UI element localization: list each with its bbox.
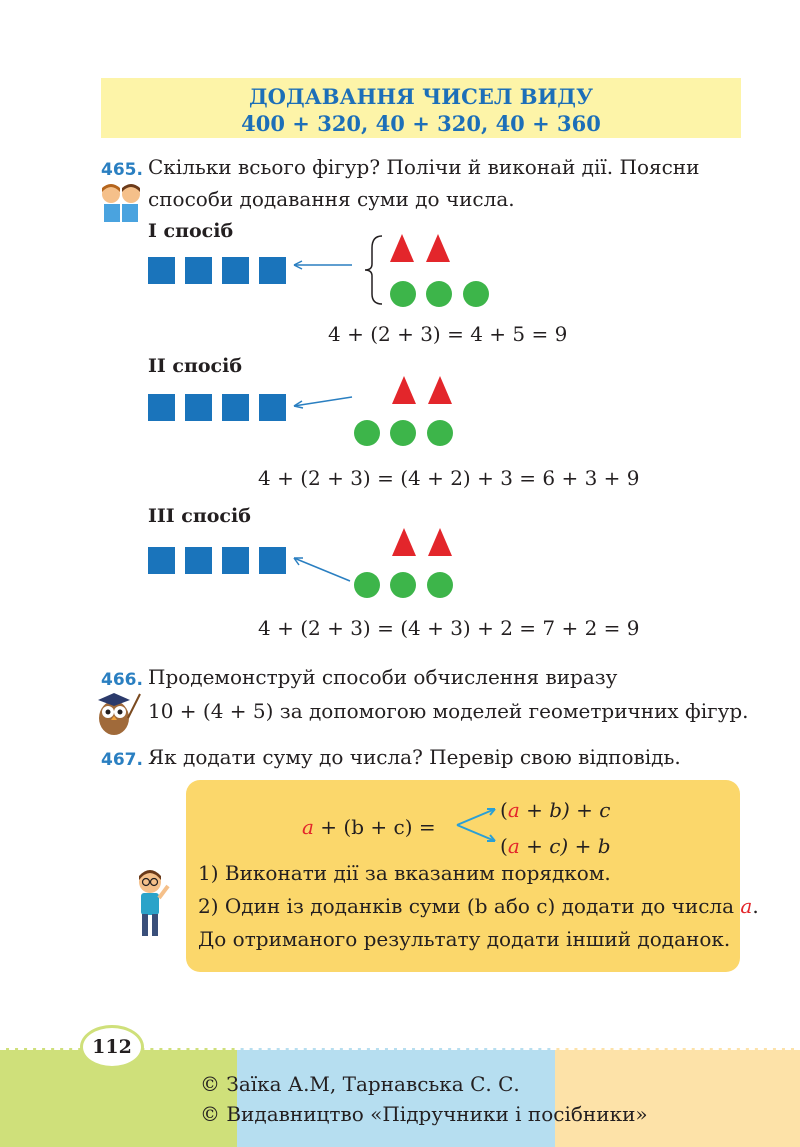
circle <box>354 420 380 446</box>
var-a: a <box>740 894 753 918</box>
circle <box>390 420 416 446</box>
kids-reading-icon <box>98 182 144 224</box>
rule-item-2: 2) Один із доданків суми (b або c) додати до числа a. <box>198 894 759 918</box>
var-a: a <box>507 834 520 858</box>
triangle <box>426 234 450 262</box>
task-466-text-line2: 10 + (4 + 5) за допомогою моделей геометричних фігур. <box>148 699 749 723</box>
circle <box>390 281 416 307</box>
square <box>259 257 286 284</box>
square <box>185 394 212 421</box>
square <box>148 547 175 574</box>
way-3-figure-group <box>350 526 460 600</box>
owl-teacher-icon <box>92 688 142 738</box>
square <box>185 257 212 284</box>
arrow-left-icon <box>290 554 354 584</box>
branch-arrows-icon <box>455 803 499 847</box>
copyright-authors: © Заїка А.М, Тарнавська С. С. <box>200 1072 520 1096</box>
lhs-rest: + (b + c) = <box>313 815 436 839</box>
title-line-1: ДОДАВАННЯ ЧИСЕЛ ВИДУ <box>248 84 594 109</box>
square <box>259 547 286 574</box>
task-465-text-line1: Скільки всього фігур? Полічи й виконай дії. Поясни <box>148 155 700 179</box>
way-2-equation: 4 + (2 + 3) = (4 + 2) + 3 = 6 + 3 + 9 <box>258 466 640 490</box>
circle <box>427 420 453 446</box>
square <box>222 547 249 574</box>
way-2-figure-group <box>350 374 460 448</box>
task-466-number: 466. <box>101 670 143 690</box>
way-1-brace-group <box>362 232 492 308</box>
var-a: a <box>507 798 520 822</box>
way-3-equation: 4 + (2 + 3) = (4 + 3) + 2 = 7 + 2 = 9 <box>258 616 640 640</box>
rule-item-3: До отриманого результату додати інший доданок. <box>198 927 731 951</box>
arrow-left-icon <box>290 393 354 411</box>
triangle <box>392 376 416 404</box>
title-line-2: 400 + 320, 40 + 320, 40 + 360 <box>241 111 601 136</box>
circle <box>463 281 489 307</box>
page-number: 112 <box>80 1025 144 1069</box>
circle <box>390 572 416 598</box>
task-465-text-line2: способи додавання суми до числа. <box>148 187 515 211</box>
lesson-title <box>101 78 741 138</box>
triangle <box>428 376 452 404</box>
rule-lhs <box>302 815 436 839</box>
circle <box>426 281 452 307</box>
task-467-text: Як додати суму до числа? Перевір свою відповідь. <box>148 745 681 769</box>
boy-pointing-icon <box>132 866 172 942</box>
way-3-label: ІІІ спосіб <box>148 505 251 527</box>
square <box>148 257 175 284</box>
triangle <box>392 528 416 556</box>
square <box>259 394 286 421</box>
square <box>185 547 212 574</box>
way-2-label: ІІ спосіб <box>148 355 242 377</box>
circle <box>354 572 380 598</box>
square <box>148 394 175 421</box>
triangle <box>390 234 414 262</box>
square <box>222 394 249 421</box>
arrow-left-icon <box>290 258 354 272</box>
task-467-number: 467. <box>101 750 143 770</box>
brace <box>365 236 382 304</box>
circle <box>427 572 453 598</box>
way-1-equation: 4 + (2 + 3) = 4 + 5 = 9 <box>328 322 568 346</box>
task-466-text-line1: Продемонструй способи обчислення виразу <box>148 665 618 689</box>
triangle <box>428 528 452 556</box>
rule-branch-2: (a + c) + b <box>500 834 611 858</box>
rule-item-1: 1) Виконати дії за вказаним порядком. <box>198 861 611 885</box>
square <box>222 257 249 284</box>
copyright-publisher: © Видавництво «Підручники і посібники» <box>200 1102 648 1126</box>
var-a: a <box>302 815 314 839</box>
task-465-number: 465. <box>101 160 143 180</box>
rule-branch-1: (a + b) + c <box>500 798 611 822</box>
way-1-label: І спосіб <box>148 220 234 242</box>
